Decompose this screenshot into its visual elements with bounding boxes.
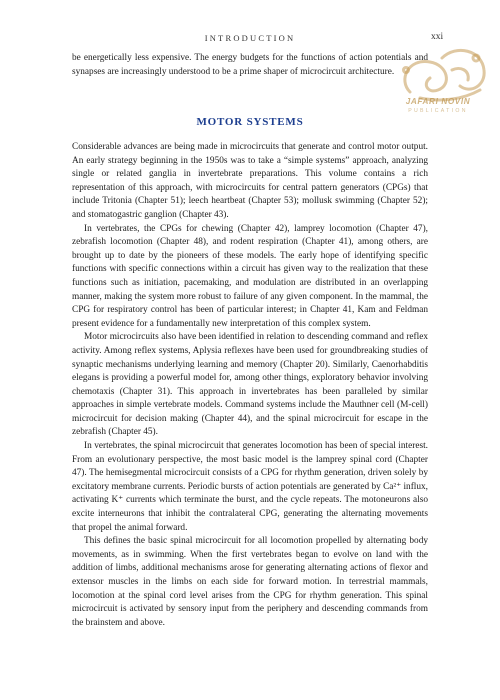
paragraph: Considerable advances are being made in microcircuits that generate and control motor output. An early strategy beginning in the 1950s was to take a “simple systems” approach, analyzing single or related ganglia in invertebrate preparations. This volume contains a rich representation of this approach, with microcircuits for central pattern generators (CPGs) that include Tritonia (Chapter 51); leech heartbeat (Chapter 53); mollusk swimming (Chapter 52); and stomatogastric ganglion (Chapter 43).	[72, 142, 428, 220]
paragraph: In vertebrates, the spinal microcircuit that generates locomotion has been of special interest. From an evolutionary perspective, the most basic model is the lamprey spinal cord (Chapter 47). The hemisegmental microcircuit consists of a CPG for rhythm generation, driven solely by excitatory membrane currents. Periodic bursts of action potentials are generated by Ca²⁺ influx, activating K⁺ currents which terminate the burst, and the cycle repeats. The motoneurons also excite interneurons that inhibit the contralateral CPG, generating the alternating movements that propel the animal forward.	[72, 441, 428, 533]
paragraph: In vertebrates, the CPGs for chewing (Chapter 42), lamprey locomotion (Chapter 47), zebrafish locomotion (Chapter 48), and rodent respiration (Chapter 41), among others, are brought up to date by the pioneers of these models. The early hope of identifying specific functions with specific connections within a circuit has given way to the realization that these functions such as initiation, pacemaking, and modulation are distributed in an overlapping manner, making the system more robust to failure of any given component. In the mammal, the CPG for respiratory control has been of particular interest; in Chapter 41, Kam and Feldman present evidence for a fundamentally new interpretation of this complex system.	[72, 223, 428, 329]
watermark-ornament-icon	[390, 40, 495, 130]
continuation-paragraph	[72, 52, 428, 79]
watermark-subtitle: PUBLICATION	[408, 108, 468, 114]
watermark-brand: JAFARI NOVIN	[405, 97, 471, 106]
section-heading: MOTOR SYSTEMS	[196, 116, 304, 128]
section-body	[72, 141, 428, 630]
running-head: INTRODUCTION	[204, 33, 296, 43]
page-number: xxi	[431, 32, 444, 42]
paragraph: Motor microcircuits also have been identified in relation to descending command and reflex activity. Among reflex systems, Aplysia reflexes have been used for groundbreaking studies of synaptic mechanisms underlying learning and memory (Chapter 20). Similarly, Caenorhabditis elegans is providing a powerful model for, among other things, exploratory behavior involving chemotaxis (Chapter 31). This approach in invertebrates has been paralleled by similar approaches in simple vertebrate models. Command systems include the Mauthner cell (M-cell) microcircuit for decision making (Chapter 44), and the spinal microcircuit for escape in the zebrafish (Chapter 45).	[72, 332, 428, 438]
paragraph: be energetically less expensive. The energy budgets for the functions of action potentials and synapses are increasingly understood to be a prime shaper of microcircuit architecture.	[72, 53, 428, 77]
paragraph: This defines the basic spinal microcircuit for all locomotion propelled by alternating body movements, as in swimming. When the first vertebrates began to evolve on land with the addition of limbs, additional mechanisms arose for generating alternating actions of flexor and extensor muscles in the limbs on each side for forward motion. In terrestrial mammals, locomotion at the spinal cord level arises from the CPG for rhythm generation. This spinal microcircuit is activated by sensory input from the periphery and descending commands from the brainstem and above.	[72, 536, 428, 628]
